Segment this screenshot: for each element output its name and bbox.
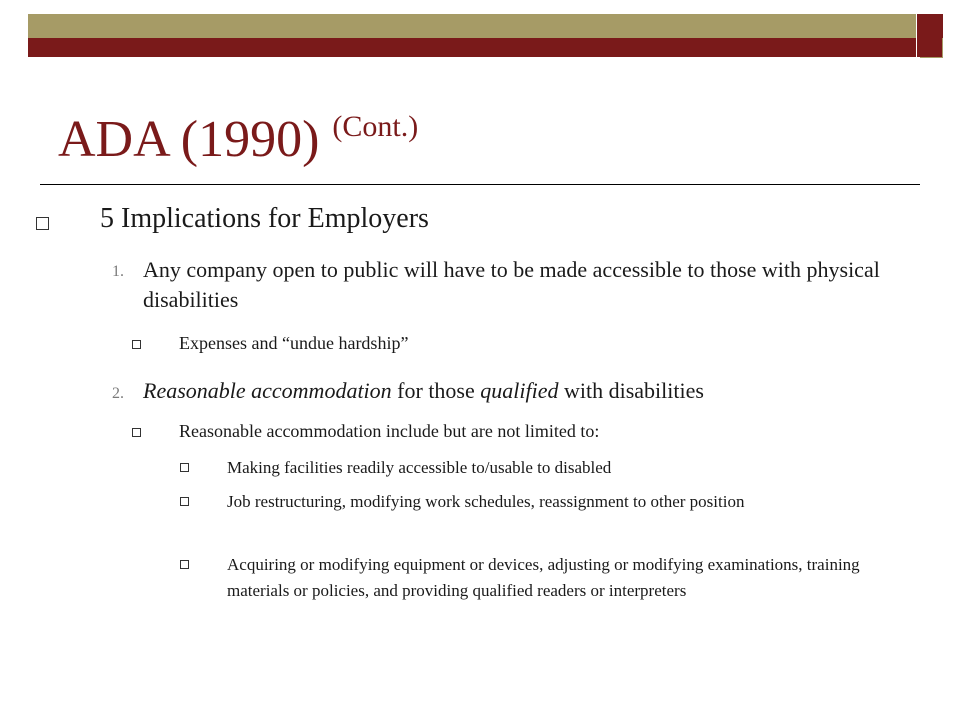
main-bullet-text: 5 Implications for Employers [100, 203, 429, 234]
plain-text: for those [391, 378, 481, 403]
maroon-stripe [28, 38, 916, 57]
hollow-square-bullet-icon [180, 560, 189, 569]
hollow-square-bullet-icon [132, 340, 141, 349]
list-number: 1. [112, 263, 124, 280]
plain-text: with disabilities [558, 378, 704, 403]
title-suffix: (Cont.) [332, 110, 419, 143]
sub-bullet-text: Reasonable accommodation include but are not limited to: [179, 421, 600, 441]
sub-sub-bullet-text: Acquiring or modifying equipment or devices, adjusting or modifying examinations, training materials or policies, and providing qualified readers or interpreters [227, 555, 860, 600]
list-item-text: Any company open to public will have to be made accessible to those with physical disabilities [143, 257, 880, 312]
hollow-square-bullet-icon [132, 428, 141, 437]
hollow-square-bullet-icon [180, 497, 189, 506]
emphasis-text: Reasonable accommodation [143, 378, 392, 403]
olive-stripe [28, 14, 916, 38]
title-text: ADA (1990) [58, 111, 320, 168]
top-decorative-bar [28, 14, 916, 57]
decor-square-tall [917, 14, 942, 57]
emphasis-text: qualified [480, 378, 559, 403]
title-divider [40, 184, 920, 185]
list-item-text [143, 376, 903, 406]
sub-bullet-text: Expenses and “undue hardship” [179, 333, 409, 353]
hollow-square-bullet-icon [180, 463, 189, 472]
hollow-square-bullet-icon [36, 217, 49, 230]
list-number: 2. [112, 385, 124, 402]
slide-title [58, 110, 418, 169]
sub-sub-bullet-text: Job restructuring, modifying work schedules, reassignment to other position [227, 492, 745, 511]
sub-sub-bullet-text: Making facilities readily accessible to/usable to disabled [227, 458, 612, 477]
